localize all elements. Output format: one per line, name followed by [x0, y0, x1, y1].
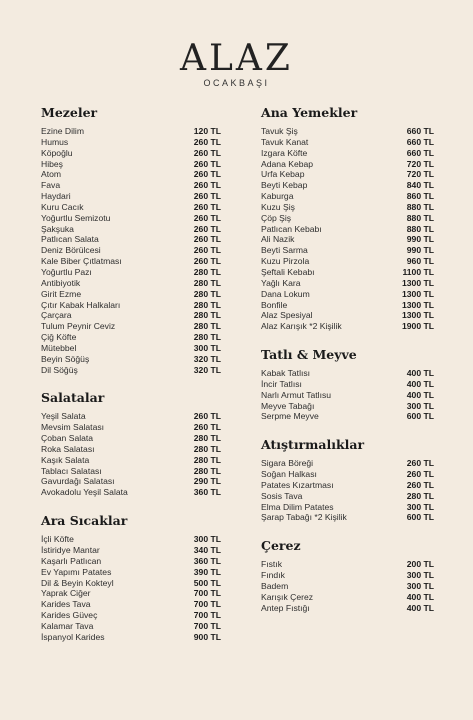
item-name: Şeftali Kebabı [261, 266, 315, 277]
item-name: Roka Salatası [41, 443, 95, 454]
item-name: Antibiyotik [41, 277, 81, 288]
menu-item [41, 556, 221, 567]
menu-item [261, 491, 434, 502]
item-name: Çiğ Köfte [41, 332, 77, 343]
item-name: Serpme Meyve [261, 411, 319, 422]
menu-item [41, 126, 221, 137]
item-price: 280 TL [193, 266, 221, 277]
item-name: Yoğurtlu Pazı [41, 266, 92, 277]
menu-item [41, 191, 221, 202]
menu-item [261, 559, 434, 570]
menu-item [41, 169, 221, 180]
item-price: 280 TL [193, 332, 221, 343]
menu-item [41, 588, 221, 599]
item-price: 880 TL [406, 212, 434, 223]
section-title: Mezeler [41, 105, 98, 120]
item-price: 900 TL [193, 631, 221, 642]
item-name: Ali Nazik [261, 234, 295, 245]
item-name: Girit Ezme [41, 288, 82, 299]
menu-item [261, 368, 434, 379]
item-name: Sosis Tava [261, 490, 303, 501]
item-name: Beyin Söğüş [41, 353, 90, 364]
section-title: Tatlı & Meyve [261, 347, 357, 363]
menu-item [41, 148, 221, 159]
item-name: Adana Kebap [261, 158, 314, 169]
item-name: Alaz Karışık *2 Kişilik [261, 321, 342, 332]
section-title: Atıştırmalıklar [261, 437, 365, 453]
item-price: 360 TL [193, 555, 221, 566]
item-price: 880 TL [406, 223, 434, 234]
item-price: 400 TL [406, 591, 434, 602]
item-price: 260 TL [193, 180, 221, 191]
brand-header [0, 40, 473, 88]
item-price: 700 TL [193, 588, 221, 599]
menu-item [261, 603, 434, 614]
menu-item [261, 137, 434, 148]
menu-item [41, 466, 221, 477]
menu-item [261, 213, 434, 224]
item-price: 300 TL [406, 400, 434, 411]
item-price: 990 TL [406, 234, 434, 245]
menu-section [41, 512, 221, 642]
menu-item [41, 545, 221, 556]
item-name: Kaşık Salata [41, 454, 90, 465]
item-name: Bonfile [261, 299, 288, 310]
menu-item [41, 310, 221, 321]
item-price: 260 TL [406, 479, 434, 490]
item-price: 340 TL [193, 545, 221, 555]
menu-item [41, 180, 221, 191]
menu-item [41, 159, 221, 170]
item-name: Fıstık [261, 559, 283, 570]
menu-item [261, 267, 434, 278]
item-price: 360 TL [193, 487, 221, 498]
menu-item [261, 289, 434, 300]
item-price: 600 TL [406, 512, 434, 523]
menu-item [261, 169, 434, 180]
item-name: Mütebbel [41, 342, 77, 353]
item-name: Fındık [261, 570, 285, 581]
item-price: 260 TL [193, 147, 221, 158]
menu-item [41, 300, 221, 311]
item-price: 720 TL [406, 169, 434, 180]
item-name: Humus [41, 136, 69, 147]
item-price: 860 TL [406, 191, 434, 202]
menu-column-left [41, 104, 221, 657]
item-name: Yeşil Salata [41, 411, 86, 422]
item-name: Kalamar Tava [41, 620, 94, 631]
menu-item [41, 354, 221, 365]
menu-column-right [261, 104, 434, 628]
item-price: 700 TL [193, 599, 221, 610]
item-price: 660 TL [406, 147, 434, 158]
item-name: Dana Lokum [261, 288, 310, 299]
menu-item [41, 267, 221, 278]
item-price: 260 TL [193, 234, 221, 245]
menu-item [261, 379, 434, 390]
item-price: 280 TL [193, 299, 221, 310]
item-name: Kuzu Pirzola [261, 256, 310, 267]
item-name: Köpoğlu [41, 147, 73, 158]
item-name: Hibeş [41, 158, 63, 169]
item-name: İncir Tatlısı [261, 378, 302, 389]
menu-item [261, 278, 434, 289]
item-name: Alaz Spesiyal [261, 310, 313, 321]
item-name: Patlıcan Kebabı [261, 223, 322, 234]
menu-item [41, 343, 221, 354]
item-price: 1900 TL [401, 321, 434, 332]
item-name: Kuru Cacık [41, 201, 84, 212]
item-price: 200 TL [406, 559, 434, 570]
item-name: Ezine Dilim [41, 126, 84, 136]
section-title: Salatalar [41, 390, 105, 406]
menu-item [41, 256, 221, 267]
menu-item [261, 148, 434, 159]
item-name: Patlıcan Salata [41, 234, 99, 245]
menu-item [41, 137, 221, 148]
item-price: 700 TL [193, 620, 221, 631]
item-name: Haydari [41, 191, 71, 202]
menu-item [261, 480, 434, 491]
menu-item [41, 567, 221, 578]
menu-item [261, 581, 434, 592]
menu-item [261, 256, 434, 267]
item-price: 260 TL [193, 212, 221, 223]
menu-item [261, 245, 434, 256]
item-name: Gavurdağı Salatası [41, 476, 115, 487]
item-name: Çoban Salata [41, 433, 94, 444]
item-price: 1300 TL [401, 310, 434, 321]
menu-item [41, 411, 221, 422]
menu-item [261, 202, 434, 213]
menu-item [261, 180, 434, 191]
item-name: Yaprak Ciğer [41, 588, 91, 599]
item-name: Kaburga [261, 191, 294, 202]
item-price: 300 TL [193, 534, 221, 545]
menu-item [261, 321, 434, 332]
item-price: 120 TL [193, 126, 221, 136]
menu-item [261, 224, 434, 235]
item-name: Tulum Peynir Ceviz [41, 321, 116, 332]
section-title: Ara Sıcaklar [41, 513, 128, 529]
item-name: Karışık Çerez [261, 591, 314, 602]
item-price: 260 TL [193, 201, 221, 212]
item-price: 280 TL [193, 443, 221, 454]
menu-item [41, 213, 221, 224]
menu-item [41, 332, 221, 343]
menu-section [41, 104, 221, 375]
item-price: 400 TL [406, 389, 434, 400]
menu-item [261, 502, 434, 513]
item-price: 400 TL [406, 378, 434, 389]
item-name: Kaşarlı Patlıcan [41, 555, 102, 566]
section-title: Ana Yemekler [261, 105, 358, 120]
item-price: 260 TL [193, 169, 221, 180]
item-price: 260 TL [193, 136, 221, 147]
item-name: Patates Kızartması [261, 479, 334, 490]
item-name: İçli Köfte [41, 534, 74, 545]
item-name: İspanyol Karides [41, 631, 105, 642]
item-price: 600 TL [406, 411, 434, 422]
menu-item [41, 632, 221, 643]
item-name: Mevsim Salatası [41, 422, 105, 433]
brand-name: ALAZ [180, 38, 293, 79]
item-price: 260 TL [193, 245, 221, 256]
item-name: Badem [261, 581, 289, 591]
item-price: 660 TL [406, 136, 434, 147]
menu-item [41, 278, 221, 289]
item-price: 290 TL [193, 476, 221, 487]
item-price: 280 TL [193, 321, 221, 332]
menu-item [41, 487, 221, 498]
item-name: Yağlı Kara [261, 277, 301, 288]
menu-item [261, 159, 434, 170]
item-price: 300 TL [193, 342, 221, 353]
menu-item [41, 444, 221, 455]
item-name: Çıtır Kabak Halkaları [41, 299, 121, 310]
item-price: 260 TL [193, 223, 221, 234]
menu-section [261, 436, 434, 523]
item-price: 720 TL [406, 158, 434, 169]
item-price: 300 TL [406, 570, 434, 581]
menu-item [41, 476, 221, 487]
item-price: 260 TL [193, 256, 221, 267]
menu-item [41, 202, 221, 213]
menu-item [41, 289, 221, 300]
menu-item [41, 234, 221, 245]
item-price: 400 TL [406, 602, 434, 613]
item-price: 260 TL [193, 411, 221, 422]
menu-item [41, 245, 221, 256]
item-name: Fava [41, 180, 61, 191]
item-name: Antep Fıstığı [261, 602, 310, 613]
item-name: Kale Biber Çıtlatması [41, 256, 122, 267]
item-name: İstiridye Mantar [41, 545, 100, 555]
item-name: Soğan Halkası [261, 469, 317, 480]
item-price: 1300 TL [401, 299, 434, 310]
item-name: Ev Yapımı Patates [41, 566, 112, 577]
item-price: 390 TL [193, 566, 221, 577]
menu-item [41, 599, 221, 610]
item-price: 260 TL [406, 458, 434, 469]
menu-item [261, 126, 434, 137]
item-name: Karides Güveç [41, 610, 98, 621]
item-price: 960 TL [406, 256, 434, 267]
item-name: Çarçara [41, 310, 72, 321]
menu-item [261, 390, 434, 401]
menu-item [41, 365, 221, 376]
item-name: Dil Söğüş [41, 364, 78, 375]
item-price: 260 TL [193, 191, 221, 202]
item-price: 700 TL [193, 610, 221, 621]
item-name: Tablacı Salatası [41, 465, 102, 476]
menu-item [261, 469, 434, 480]
item-price: 280 TL [193, 465, 221, 476]
menu-section [261, 537, 434, 613]
item-name: Meyve Tabağı [261, 400, 315, 411]
item-name: Atom [41, 169, 62, 180]
item-price: 260 TL [193, 158, 221, 169]
menu-item [261, 401, 434, 412]
menu-item [41, 578, 221, 589]
item-price: 1300 TL [401, 277, 434, 288]
item-price: 260 TL [406, 469, 434, 480]
item-price: 990 TL [406, 245, 434, 256]
item-name: Sigara Böreği [261, 458, 314, 469]
item-price: 500 TL [193, 577, 221, 588]
item-name: Beyti Sarma [261, 245, 308, 256]
section-title: Çerez [261, 538, 301, 554]
item-name: Tavuk Şiş [261, 126, 298, 136]
item-name: Avokadolu Yeşil Salata [41, 487, 128, 498]
menu-item [261, 570, 434, 581]
item-name: Karides Tava [41, 599, 91, 610]
item-price: 280 TL [193, 288, 221, 299]
menu-item [261, 411, 434, 422]
item-name: Elma Dilim Patates [261, 501, 334, 512]
menu-item [41, 455, 221, 466]
item-price: 840 TL [406, 180, 434, 191]
menu-section [41, 389, 221, 498]
brand-subtitle: OCAKBAŞI [203, 78, 270, 88]
menu-item [41, 621, 221, 632]
item-name: Urfa Kebap [261, 169, 305, 180]
menu-item [41, 534, 221, 545]
menu-item [261, 512, 434, 523]
item-price: 300 TL [406, 581, 434, 591]
menu-item [41, 422, 221, 433]
item-price: 320 TL [193, 353, 221, 364]
item-price: 280 TL [193, 454, 221, 465]
menu-item [41, 610, 221, 621]
item-price: 400 TL [406, 368, 434, 379]
item-price: 1300 TL [401, 288, 434, 299]
item-price: 280 TL [193, 433, 221, 444]
item-price: 280 TL [406, 490, 434, 501]
item-name: Çöp Şiş [261, 212, 292, 223]
menu-item [261, 191, 434, 202]
menu-item [261, 234, 434, 245]
item-price: 300 TL [406, 501, 434, 512]
item-name: Dil & Beyin Kokteyl [41, 577, 114, 588]
menu-item [41, 321, 221, 332]
item-price: 320 TL [193, 364, 221, 375]
item-name: Kabak Tatlısı [261, 368, 311, 379]
menu-item [261, 300, 434, 311]
item-name: Yoğurtlu Semizotu [41, 212, 111, 223]
item-price: 660 TL [406, 126, 434, 136]
menu-item [261, 458, 434, 469]
item-price: 260 TL [193, 422, 221, 433]
item-name: Beyti Kebap [261, 180, 308, 191]
item-name: Şarap Tabağı *2 Kişilik [261, 512, 347, 523]
item-price: 880 TL [406, 201, 434, 212]
item-name: Narlı Armut Tatlısu [261, 389, 332, 400]
item-name: Şakşuka [41, 223, 74, 234]
item-name: Kuzu Şiş [261, 201, 295, 212]
item-name: Deniz Börülcesi [41, 245, 101, 256]
item-name: Tavuk Kanat [261, 136, 309, 147]
menu-section [261, 346, 434, 422]
menu-item [41, 224, 221, 235]
item-name: Izgara Köfte [261, 147, 308, 158]
menu-item [261, 310, 434, 321]
menu-item [41, 433, 221, 444]
menu-item [261, 592, 434, 603]
item-price: 1100 TL [402, 266, 434, 277]
menu-section [261, 104, 434, 332]
item-price: 280 TL [193, 310, 221, 321]
item-price: 280 TL [193, 277, 221, 288]
